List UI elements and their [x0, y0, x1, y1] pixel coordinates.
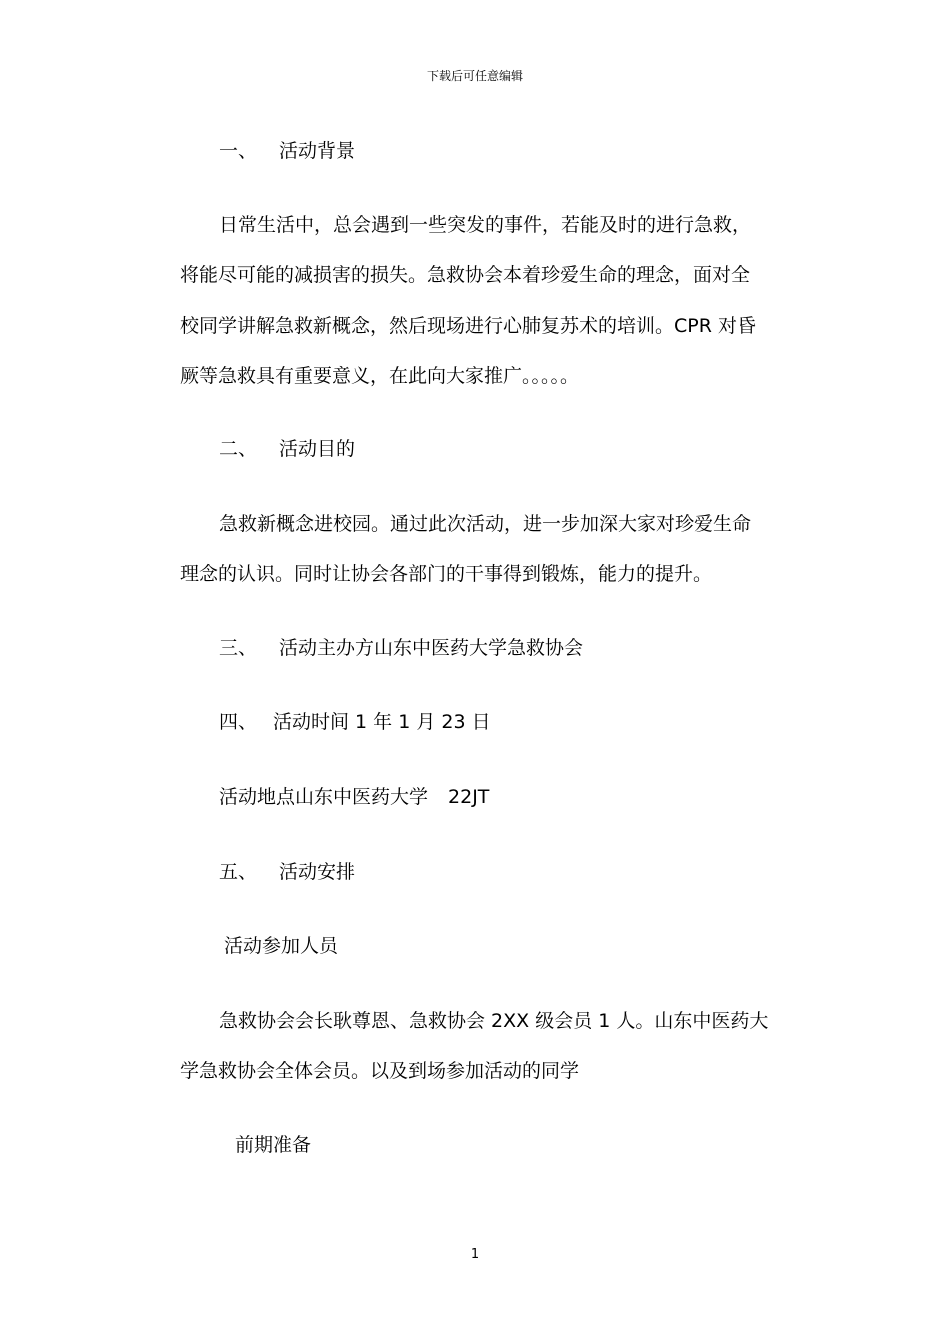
paragraph-line: 学急救协会全体会员。以及到场参加活动的同学	[180, 1060, 580, 1082]
section-heading-organizer	[219, 635, 583, 661]
section-title: 活动背景	[279, 140, 356, 162]
section-number: 二、	[219, 438, 258, 460]
paragraph-line: 急救协会会长耿尊恩、急救协会 2XX 级会员 1 人。山东中医药大	[219, 1010, 769, 1032]
section-number: 一、	[219, 140, 258, 162]
page-number: 1	[470, 1247, 480, 1262]
header-note: 下载后可任意编辑	[426, 69, 523, 83]
section-heading-arrangement	[219, 859, 355, 885]
paragraph-line: 急救新概念进校园。通过此次活动，进一步加深大家对珍爱生命	[219, 513, 752, 535]
section-heading-background	[219, 138, 355, 164]
paragraph-line: 将能尽可能的减损害的损失。急救协会本着珍爱生命的理念，面对全	[180, 264, 751, 286]
section-title: 活动目的	[279, 438, 356, 460]
subheading-preparation: 前期准备	[235, 1134, 312, 1156]
section-title: 活动安排	[279, 861, 356, 883]
location-label: 活动地点山东中医药大学	[219, 786, 429, 808]
paragraph-line: 厥等急救具有重要意义，在此向大家推广。。。。。	[180, 365, 580, 387]
subheading-participants: 活动参加人员	[224, 935, 339, 957]
paragraph-line: 理念的认识。同时让协会各部门的干事得到锻炼，能力的提升。	[180, 563, 713, 585]
section-number: 四、	[219, 711, 258, 733]
location-room: 22JT	[448, 786, 490, 808]
section-number: 五、	[219, 861, 258, 883]
section-title: 活动时间 1 年 1 月 23 日	[273, 711, 491, 733]
location-line	[219, 784, 489, 810]
section-number: 三、	[219, 637, 258, 659]
section-heading-time	[219, 709, 491, 735]
paragraph-line: 日常生活中，总会遇到一些突发的事件，若能及时的进行急救，	[219, 214, 752, 236]
section-heading-purpose	[219, 436, 355, 462]
paragraph-line: 校同学讲解急救新概念，然后现场进行心肺复苏术的培训。CPR 对昏	[180, 315, 756, 337]
section-title: 活动主办方山东中医药大学急救协会	[279, 637, 584, 659]
